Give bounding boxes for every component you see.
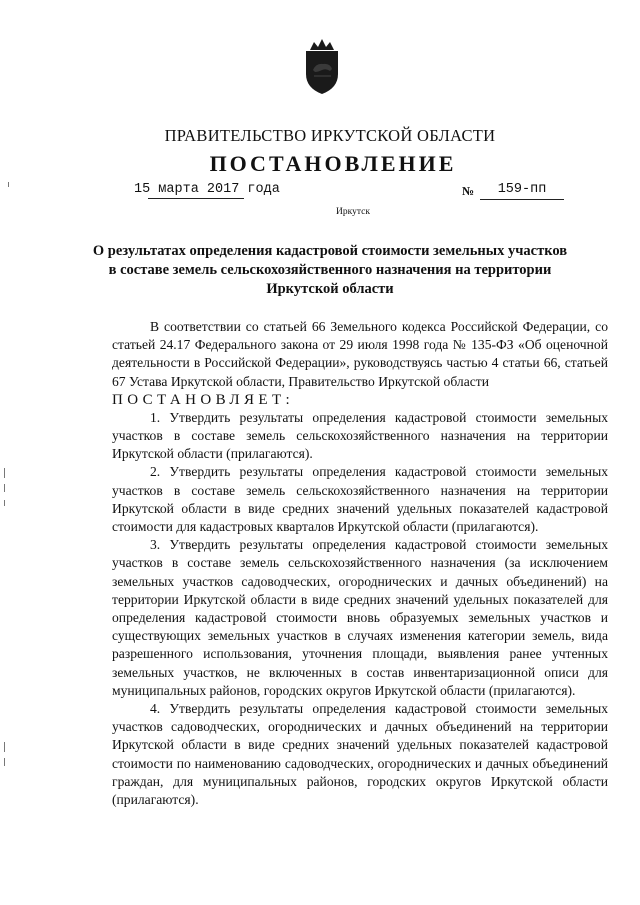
resolution-item-4: 4. Утвердить результаты определения кадастровой стоимости земельных участков садоводческих, огороднических и дачных объединений на территории Иркутской области в виде средних значений удельных показателей кадастровой стоимости по наименованию садоводческих, огороднических и дачных объединений граждан, для муниципальных районов, городских округов Иркутской области (прилагаются).: [112, 701, 608, 808]
resolution-item-3: 3. Утвердить результаты определения кадастровой стоимости земельных участков в составе земель сельскохозяйственного назначения (за исключением земельных участков садоводческих, огороднических и дачных объединений) на территории Иркутской области в виде средних значений удельных показателей для определения кадастровой стоимости вновь образуемых земельных участков и существующих земельных участков в случаях изменения категории земель, вида разрешенного использования, уточнения площади, выявления ранее учтенных земельных участков, не включенных в состав инвентаризационной описи для муниципальных районов, городских округов Иркутской области (прилагаются).: [112, 537, 608, 698]
scan-mark: [4, 758, 5, 766]
scan-mark: [4, 742, 5, 752]
document-number: 159-пп: [497, 182, 547, 197]
preamble-paragraph: В соответствии со статьей 66 Земельного кодекса Российской Федерации, со статьей 24.17 Федерального закона от 29 июля 1998 года № 135-ФЗ «Об оценочной деятельности в Российской Федерации», руководствуясь частью 4 статьи 66, статьей 67 Устава Иркутской области, Правительство Иркутской области: [112, 319, 608, 389]
organization-name: ПРАВИТЕЛЬСТВО ИРКУТСКОЙ ОБЛАСТИ: [164, 126, 496, 145]
resolve-word: ПОСТАНОВЛЯЕТ:: [112, 391, 295, 408]
document-body: [112, 318, 608, 809]
document-date: 15 марта 2017 года: [134, 182, 280, 197]
date-underline: [148, 198, 244, 199]
resolution-item-1: 1. Утвердить результаты определения кадастровой стоимости земельных участков в составе земель сельскохозяйственного назначения на территории Иркутской области (прилагаются).: [112, 409, 608, 462]
scan-mark: [4, 500, 5, 506]
city-name: Иркутск: [336, 207, 370, 217]
scan-mark: [4, 468, 5, 478]
resolution-item-2: 2. Утвердить результаты определения кадастровой стоимости земельных участков в составе земель сельскохозяйственного назначения на территории Иркутской области в виде средних значений удельных показателей кадастровой стоимости для кадастровых кварталов Иркутской области (прилагаются).: [112, 464, 608, 535]
scan-mark: [4, 484, 5, 492]
number-underline: [480, 199, 564, 200]
number-sign: №: [462, 184, 475, 198]
document-type-title: ПОСТАНОВЛЕНИЕ: [209, 151, 457, 176]
coat-of-arms-icon: [300, 36, 344, 96]
document-heading: О результатах определения кадастровой стоимости земельных участков в составе земель сельскохозяйственного назначения на территории Иркутской области: [92, 243, 568, 297]
scan-mark: [8, 182, 9, 187]
